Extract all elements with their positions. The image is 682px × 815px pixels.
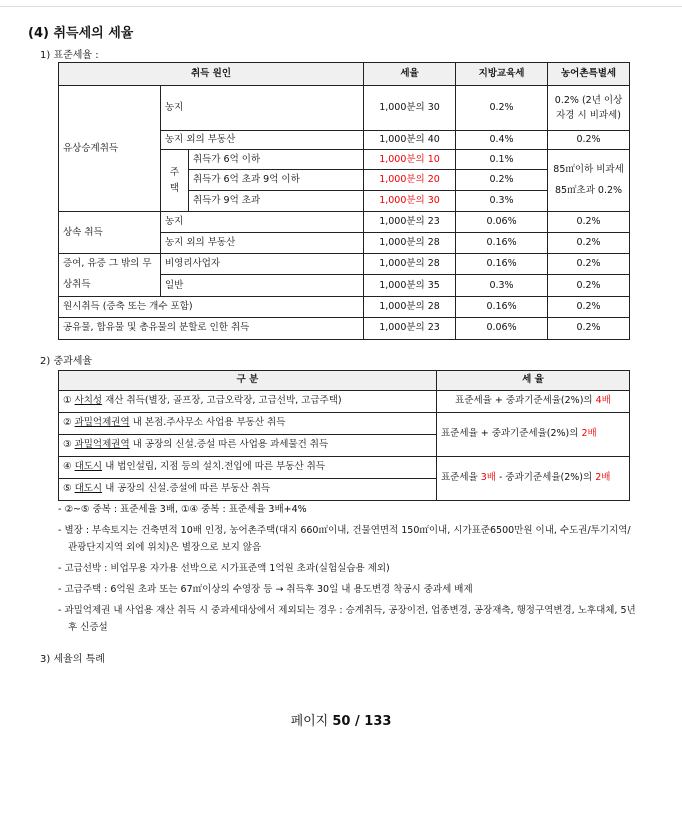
cell: 1,000분의 10 (364, 150, 456, 170)
cell: 0.16% (456, 254, 548, 275)
subsection-special-rate: 3) 세율의 특례 (40, 654, 105, 665)
note: - 과밀억제권 내 사업용 재산 취득 시 중과세대상에서 제외되는 경우 : 승계취득, 공장이전, 업종변경, 공장재축, 행정구역변경, 노후대체, 5년후 신증설 (58, 605, 636, 633)
header-cause: 취득 원인 (59, 63, 364, 86)
header-rural-tax: 농어촌특별세 (548, 63, 630, 86)
num: ⑤ (63, 483, 72, 495)
current-page: 50 (332, 714, 351, 729)
cell: 취득가 9억 초과 (189, 191, 364, 212)
header-rate: 세 율 (437, 371, 630, 391)
heavy-row (59, 413, 437, 435)
text: 표준세율 + 중과기준세율(2%)의 (455, 395, 596, 407)
cell: 취득가 6억 초과 9억 이하 (189, 170, 364, 191)
num: ④ (63, 461, 72, 473)
cell: 0.2% (456, 170, 548, 191)
text: - 중과기준세율(2%)의 (495, 472, 596, 484)
cell: 0.4% (456, 131, 548, 150)
cell: 1,000분의 20 (364, 170, 456, 191)
keyword: 과밀억제권역 (74, 417, 130, 429)
cell: 0.1% (456, 150, 548, 170)
note: - ②~⑤ 중복 : 표준세율 3배, ①④ 중복 : 표준세율 3배+4% (58, 504, 307, 515)
text: 재산 취득(별장, 골프장, 고급오락장, 고급선박, 고급주택) (102, 395, 342, 407)
subsection-standard-rate: 1) 표준세율 : (40, 50, 99, 61)
cell: 0.2% (548, 131, 630, 150)
num: ③ (63, 439, 72, 451)
cell: 0.2% (548, 296, 630, 317)
cell: 1,000분의 23 (364, 212, 456, 233)
cell: 0.2% (548, 275, 630, 296)
num: ① (63, 395, 72, 407)
cell: 0.2% (548, 233, 630, 254)
header-category: 구 분 (59, 371, 437, 391)
keyword: 과밀억제권역 (74, 439, 130, 451)
cell: 1,000분의 30 (364, 191, 456, 212)
cell: 농지 외의 부동산 (161, 131, 364, 150)
cell: 0.2% (548, 317, 630, 339)
heavy-row (59, 435, 437, 457)
note: - 고급선박 : 비업무용 자가용 선박으로 시가표준액 1억원 초과(실험실습용 제외) (58, 563, 390, 574)
cell-house: 주택 (161, 150, 189, 212)
keyword: 사치성 (74, 395, 103, 407)
subsection-heavy-rate: 2) 중과세율 (40, 356, 93, 367)
note: - 고급주택 : 6억원 초과 또는 67㎡이상의 수영장 등 → 취득후 30일 내 용도변경 착공시 중과세 배제 (58, 584, 473, 595)
cell: 농지 외의 부동산 (161, 233, 364, 254)
rate-cell (437, 413, 630, 457)
text: 표준세율 (441, 472, 481, 484)
cause-onerous: 유상승계취득 (59, 86, 161, 212)
cell: 85㎡이하 비과세 85㎡초과 0.2% (548, 150, 630, 212)
multiplier: 2배 (581, 428, 597, 440)
cell: 0.06% (456, 212, 548, 233)
cell: 0.2% (2년 이상 자경 시 비과세) (548, 86, 630, 131)
cell: 0.3% (456, 275, 548, 296)
heavy-row (59, 391, 437, 413)
cell: 0.2% (456, 86, 548, 131)
cause-gift: 증여, 유증 그 밖의 무상취득 (59, 254, 161, 297)
keyword: 대도시 (74, 461, 103, 473)
cell: 1,000분의 40 (364, 131, 456, 150)
cell: 취득가 6억 이하 (189, 150, 364, 170)
keyword: 대도시 (74, 483, 103, 495)
cell: 0.16% (456, 296, 548, 317)
cell: 1,000분의 35 (364, 275, 456, 296)
header-edu-tax: 지방교육세 (456, 63, 548, 86)
section-title: (4) 취득세의 세율 (28, 26, 134, 41)
standard-rate-table (58, 62, 630, 340)
cause-inherit: 상속 취득 (59, 212, 161, 254)
cell: 0.2% (548, 254, 630, 275)
cell: 0.06% (456, 317, 548, 339)
cell: 비영리사업자 (161, 254, 364, 275)
rate-cell (437, 391, 630, 413)
page-top-border (0, 0, 682, 7)
page-number (0, 710, 682, 729)
cell: 1,000분의 28 (364, 254, 456, 275)
rate-cell (437, 457, 630, 501)
text: 내 공장의 신설.증설에 따른 부동산 취득 (102, 483, 271, 495)
cell: 농지 (161, 86, 364, 131)
cause-original: 원시취득 (증축 또는 개수 포함) (59, 296, 364, 317)
cell: 1,000분의 23 (364, 317, 456, 339)
heavy-row (59, 479, 437, 501)
cell: 0.3% (456, 191, 548, 212)
separator: / (350, 714, 365, 729)
cell: 0.2% (548, 212, 630, 233)
cell: 1,000분의 28 (364, 233, 456, 254)
page-label: 페이지 (290, 714, 333, 729)
num: ② (63, 417, 72, 429)
notes-list (58, 501, 638, 640)
cell: 일반 (161, 275, 364, 296)
cause-split: 공유물, 합유물 및 총유물의 분할로 인한 취득 (59, 317, 364, 339)
total-pages: 133 (364, 714, 392, 729)
heavy-rate-table (58, 370, 630, 501)
multiplier: 2배 (595, 472, 611, 484)
cell: 1,000분의 30 (364, 86, 456, 131)
cell: 1,000분의 28 (364, 296, 456, 317)
note: - 별장 : 부속토지는 건축면적 10배 인정, 농어촌주택(대지 660㎡이내, 건물연면적 150㎡이내, 시가표준6500만원 이내, 수도권/투기지역/관광단지지역 외에 위치)은 별장으로 보지 않음 (58, 525, 631, 553)
cell: 0.16% (456, 233, 548, 254)
text: 내 법인설립, 지점 등의 설치.전입에 따른 부동산 취득 (102, 461, 326, 473)
text: 내 본점.주사무소 사업용 부동산 취득 (129, 417, 286, 429)
heavy-row (59, 457, 437, 479)
cell: 농지 (161, 212, 364, 233)
multiplier: 3배 (480, 472, 496, 484)
text: 내 공장의 신설.증설 따른 사업용 과세물건 취득 (129, 439, 329, 451)
header-rate: 세율 (364, 63, 456, 86)
text: 표준세율 + 중과기준세율(2%)의 (441, 428, 582, 440)
multiplier: 4배 (595, 395, 611, 407)
